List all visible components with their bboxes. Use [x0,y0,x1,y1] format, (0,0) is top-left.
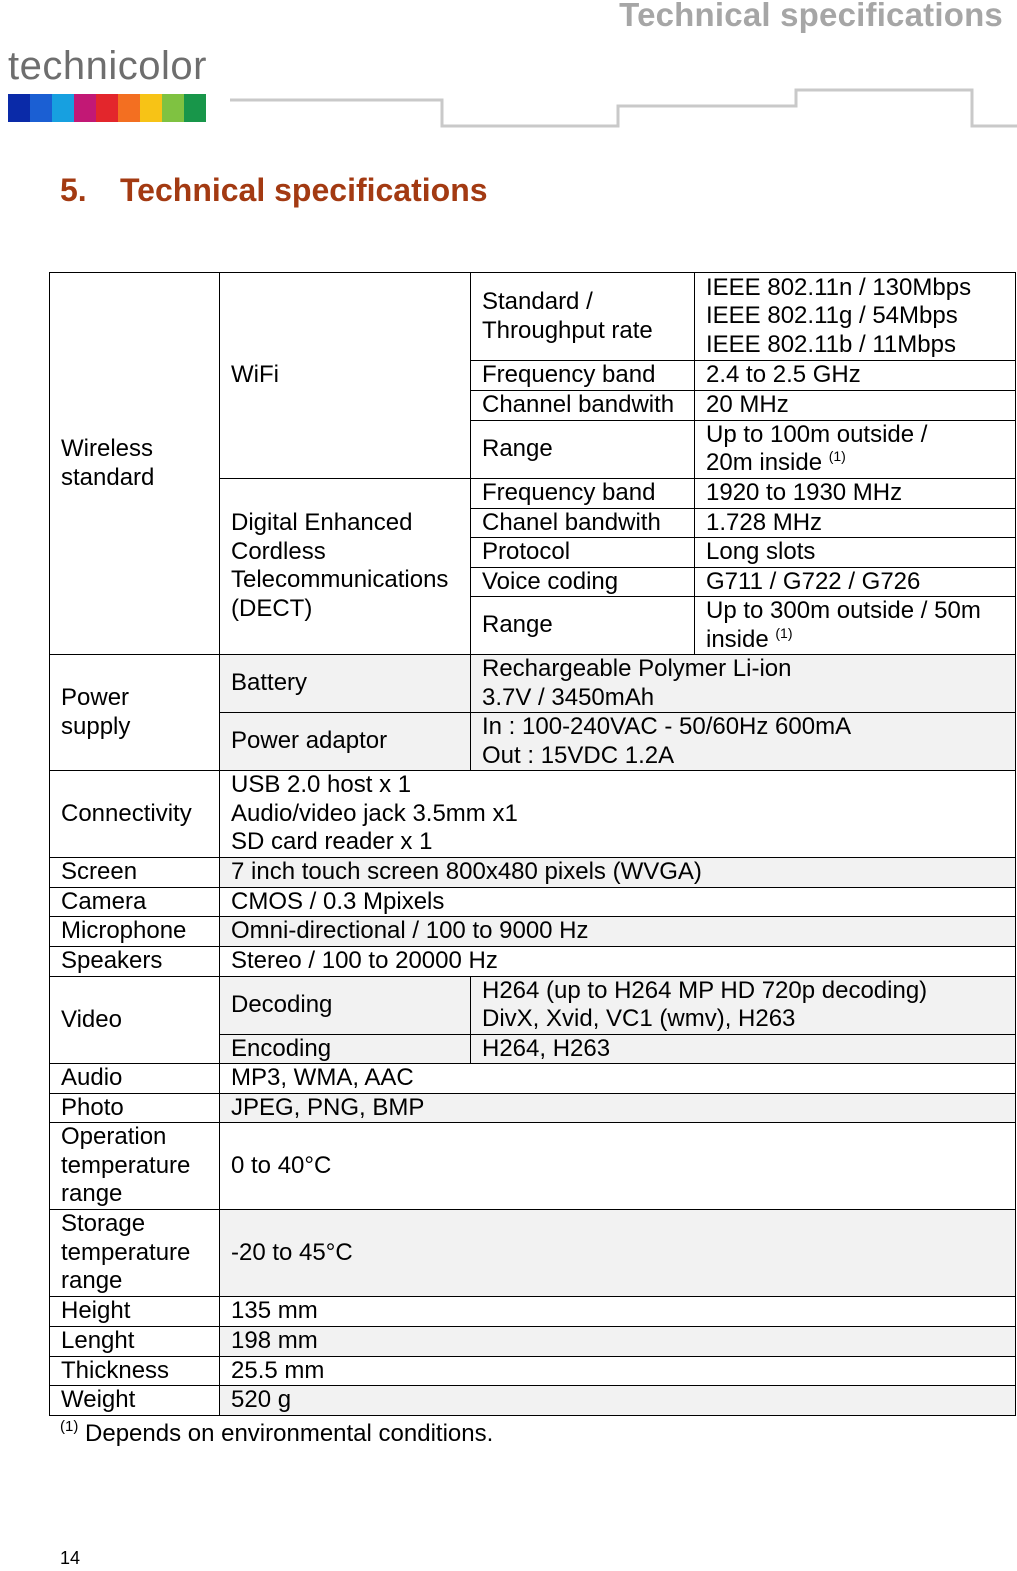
video-encoding-name: Encoding [220,1034,471,1064]
wifi-label: WiFi [220,273,471,479]
logo-wordmark: technicolor [8,44,207,88]
power-adaptor-value: In : 100-240VAC - 50/60Hz 600mA Out : 15VDC 1.2A [471,713,1016,771]
power-adaptor-name: Power adaptor [220,713,471,771]
table-row [50,1356,1016,1386]
wifi-standard-name: Standard / Throughput rate [471,273,695,361]
table-row [50,273,1016,361]
dect-range-name: Range [471,597,695,655]
section-heading [60,172,488,209]
logo-color-block [74,94,96,122]
audio-label: Audio [50,1064,220,1094]
table-row [50,857,1016,887]
screen-label: Screen [50,857,220,887]
video-decoding-name: Decoding [220,976,471,1034]
speakers-label: Speakers [50,947,220,977]
table-row [50,1064,1016,1094]
storage-temperature-value: -20 to 45°C [220,1210,1016,1297]
microphone-label: Microphone [50,917,220,947]
dect-protocol-name: Protocol [471,538,695,568]
microphone-value: Omni-directional / 100 to 9000 Hz [220,917,1016,947]
table-row [50,1386,1016,1416]
section-number: 5. [60,172,87,208]
footnote [60,1420,493,1448]
thickness-label: Thickness [50,1356,220,1386]
logo-color-block [8,94,30,122]
wifi-range-name: Range [471,420,695,478]
table-row [50,1093,1016,1123]
dect-protocol-value: Long slots [695,538,1016,568]
dect-range-value: Up to 300m outside / 50m inside [706,597,981,653]
header-decorative-line [230,86,1017,136]
table-row [50,887,1016,917]
length-label: Lenght [50,1326,220,1356]
photo-label: Photo [50,1093,220,1123]
logo-color-bar [8,94,207,128]
speakers-value: Stereo / 100 to 20000 Hz [220,947,1016,977]
logo-color-block [96,94,118,122]
height-value: 135 mm [220,1297,1016,1327]
wifi-frequency-name: Frequency band [471,361,695,391]
screen-value: 7 inch touch screen 800x480 pixels (WVGA) [220,857,1016,887]
wifi-range-value: Up to 100m outside / 20m inside [706,420,928,476]
technicolor-logo [8,46,207,128]
table-row [50,976,1016,1034]
dect-bandwidth-name: Chanel bandwith [471,508,695,538]
camera-label: Camera [50,887,220,917]
footnote-ref: (1) [828,448,846,464]
battery-name: Battery [220,655,471,713]
dect-voice-coding-name: Voice coding [471,567,695,597]
table-row [50,1123,1016,1210]
storage-temperature-label: Storage temperature range [50,1210,220,1297]
operation-temperature-value: 0 to 40°C [220,1123,1016,1210]
video-encoding-value: H264, H263 [471,1034,1016,1064]
logo-color-block [52,94,74,122]
weight-value: 520 g [220,1386,1016,1416]
running-header-title: Technical specifications [619,0,1003,33]
video-decoding-value: H264 (up to H264 MP HD 720p decoding) DivX, Xvid, VC1 (wmv), H263 [471,976,1016,1034]
power-supply-label: Power supply [50,655,220,771]
table-row [50,1297,1016,1327]
dect-frequency-value: 1920 to 1930 MHz [695,478,1016,508]
battery-value: Rechargeable Polymer Li-ion 3.7V / 3450mAh [471,655,1016,713]
wireless-standard-label: Wireless standard [50,273,220,655]
wifi-bandwidth-name: Channel bandwith [471,391,695,421]
logo-color-block [162,94,184,122]
table-row [50,771,1016,858]
wifi-standard-value: IEEE 802.11n / 130Mbps IEEE 802.11g / 54Mbps IEEE 802.11b / 11Mbps [695,273,1016,361]
dect-voice-coding-value: G711 / G722 / G726 [695,567,1016,597]
dect-bandwidth-value: 1.728 MHz [695,508,1016,538]
footnote-marker: (1) [60,1418,79,1435]
dect-label: Digital Enhanced Cordless Telecommunications (DECT) [220,478,471,655]
logo-color-block [184,94,206,122]
audio-value: MP3, WMA, AAC [220,1064,1016,1094]
section-title: Technical specifications [120,172,488,208]
logo-color-block [30,94,52,122]
dect-range-cell [695,597,1016,655]
video-label: Video [50,976,220,1064]
wifi-bandwidth-value: 20 MHz [695,391,1016,421]
footnote-text: Depends on environmental conditions. [78,1420,494,1447]
thickness-value: 25.5 mm [220,1356,1016,1386]
table-row [50,917,1016,947]
wifi-frequency-value: 2.4 to 2.5 GHz [695,361,1016,391]
wifi-range-cell [695,420,1016,478]
photo-value: JPEG, PNG, BMP [220,1093,1016,1123]
logo-color-block [118,94,140,122]
specifications-table [49,272,1016,1416]
table-row [50,1210,1016,1297]
operation-temperature-label: Operation temperature range [50,1123,220,1210]
table-row [50,947,1016,977]
weight-label: Weight [50,1386,220,1416]
length-value: 198 mm [220,1326,1016,1356]
connectivity-label: Connectivity [50,771,220,858]
height-label: Height [50,1297,220,1327]
table-row [50,1326,1016,1356]
connectivity-value: USB 2.0 host x 1 Audio/video jack 3.5mm x1 SD card reader x 1 [220,771,1016,858]
dect-frequency-name: Frequency band [471,478,695,508]
logo-color-block [140,94,162,122]
camera-value: CMOS / 0.3 Mpixels [220,887,1016,917]
footnote-ref: (1) [775,624,793,641]
table-row [50,655,1016,713]
page-number: 14 [60,1548,81,1568]
